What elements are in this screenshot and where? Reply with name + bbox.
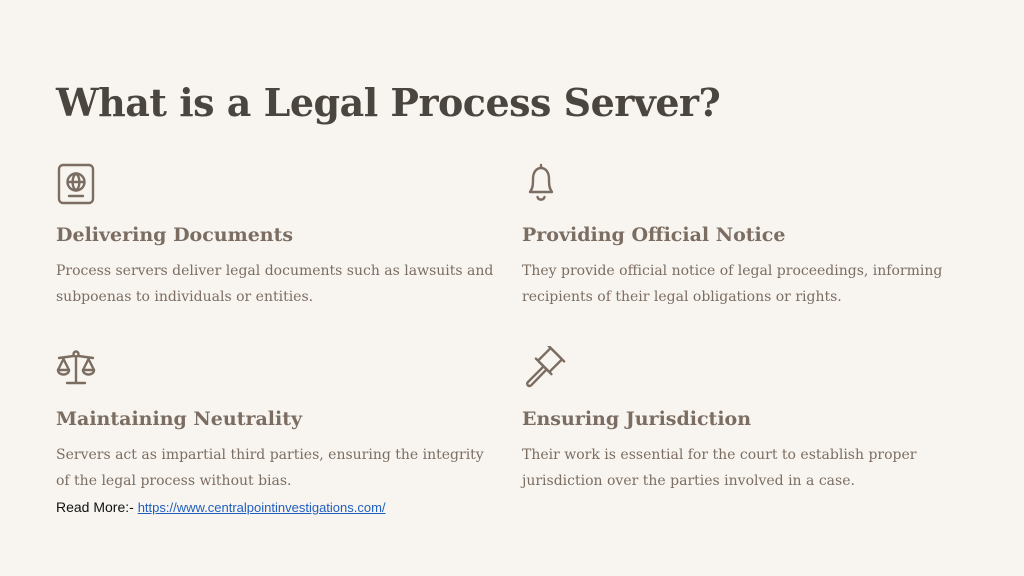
card-text: Process servers deliver legal documents such as lawsuits and subpoenas to individuals or entities. (56, 263, 494, 305)
card-heading: Delivering Documents (56, 224, 294, 246)
card-heading: Providing Official Notice (522, 224, 786, 246)
card-providing-official-notice (522, 162, 962, 305)
card-text: Their work is essential for the court to establish proper jurisdiction over the parties involved in a case. (522, 447, 917, 489)
gavel-icon (522, 346, 566, 390)
card-ensuring-jurisdiction (522, 346, 962, 489)
passport-globe-icon (56, 162, 100, 206)
card-heading: Maintaining Neutrality (56, 408, 303, 430)
card-text: Servers act as impartial third parties, ensuring the integrity of the legal process without bias. (56, 447, 484, 489)
card-maintaining-neutrality (56, 346, 496, 489)
card-text: They provide official notice of legal proceedings, informing recipients of their legal obligations or rights. (522, 263, 943, 305)
card-heading: Ensuring Jurisdiction (522, 408, 752, 430)
read-more-label: Read More:- (56, 499, 138, 515)
bell-icon (522, 162, 566, 206)
card-delivering-documents (56, 162, 496, 305)
read-more-link[interactable]: https://www.centralpointinvestigations.com/ (137, 500, 386, 515)
page-title: What is a Legal Process Server? (56, 80, 721, 125)
read-more-line (56, 499, 386, 515)
scales-icon (56, 346, 100, 390)
